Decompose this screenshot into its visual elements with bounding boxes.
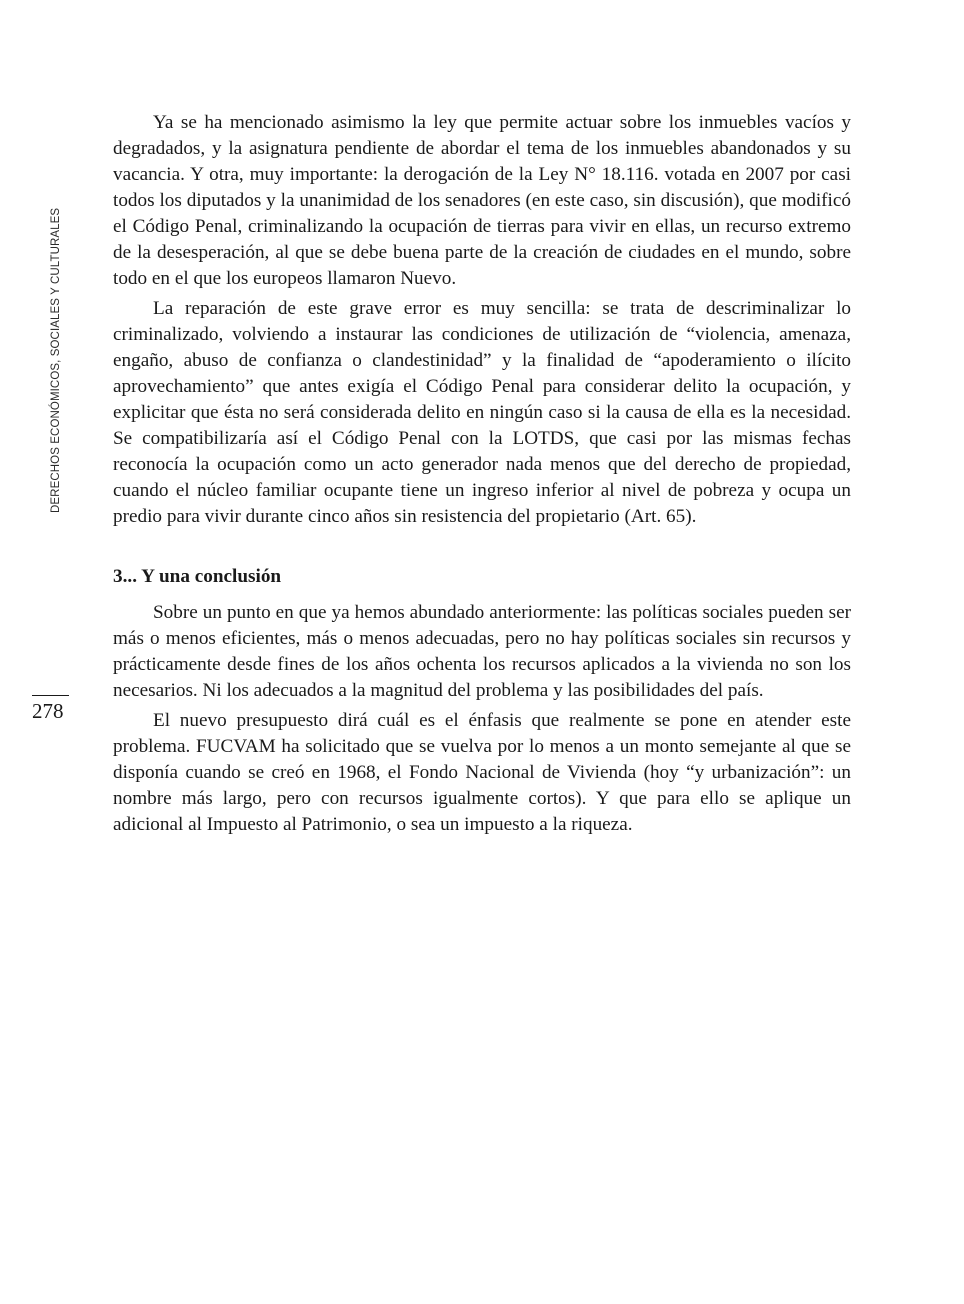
paragraph-budget: El nuevo presupuesto dirá cuál es el énfasis que realmente se pone en atender este problema. FUCVAM ha solicitado que se vuelva por lo menos a un monto semejante al que se disponía cuando se creó en 1968, el Fondo Nacional de Vivienda (hoy “y urbanización”: un nombre más largo, pero con recursos igualmente cortos). Y que para ello se aplique un adicional al Impuesto al Patrimonio, o sea un impuesto a la riqueza. <box>113 710 851 835</box>
paragraph-resources: Sobre un punto en que ya hemos abundado anteriormente: las políticas sociales pueden ser más o menos eficientes, más o menos adecuadas, pero no hay políticas sociales sin recursos y prácticamente desde fines de los años ochenta los recursos aplicados a la vivienda no son los necesarios. Ni los adecuados a la magnitud del problema y las posibilidades del país. <box>113 602 851 701</box>
page-body <box>113 110 851 838</box>
page-number-rule <box>32 695 69 696</box>
paragraph-derogation: Ya se ha mencionado asimismo la ley que permite actuar sobre los inmuebles vacíos y degradados, y la asignatura pendiente de abordar el tema de los inmuebles abandonados y su vacancia. Y otra, muy importante: la derogación de la Ley N° 18.116. votada en 2007 por casi todos los diputados y la unanimidad de los senadores (en este caso, sin discusión), que modificó el Código Penal, criminalizando la ocupación de tierras para vivir en ellas, un recurso extremo de la desesperación, al que se debe buena parte de la creación de ciudades en el mundo, sobre todo en el que los europeos llamaron Nuevo. <box>113 112 851 289</box>
running-title: DERECHOS ECONÓMICOS, SOCIALES Y CULTURALES <box>50 207 62 513</box>
paragraph-reparation: La reparación de este grave error es muy sencilla: se trata de descriminalizar lo criminalizado, volviendo a instaurar las condiciones de utilización de “violencia, amenaza, engaño, abuso de confianza o clandestinidad” y la finalidad de “apoderamiento o ilícito aprovechamiento” que antes exigía el Código Penal para considerar delito la ocupación, y explicitar que ésta no será considerada delito en ningún caso si la causa de ella es la necesidad. Se compatibilizaría así el Código Penal con la LOTDS, que casi por las mismas fechas reconocía la ocupación como un acto generador nada menos que del derecho de propiedad, cuando el núcleo familiar ocupante tiene un ingreso inferior al nivel de pobreza y ocupa un predio para vivir durante cinco años sin resistencia del propietario (Art. 65). <box>113 298 851 527</box>
section-heading: 3... Y una conclusión <box>113 566 282 587</box>
page-number: 278 <box>32 699 64 723</box>
